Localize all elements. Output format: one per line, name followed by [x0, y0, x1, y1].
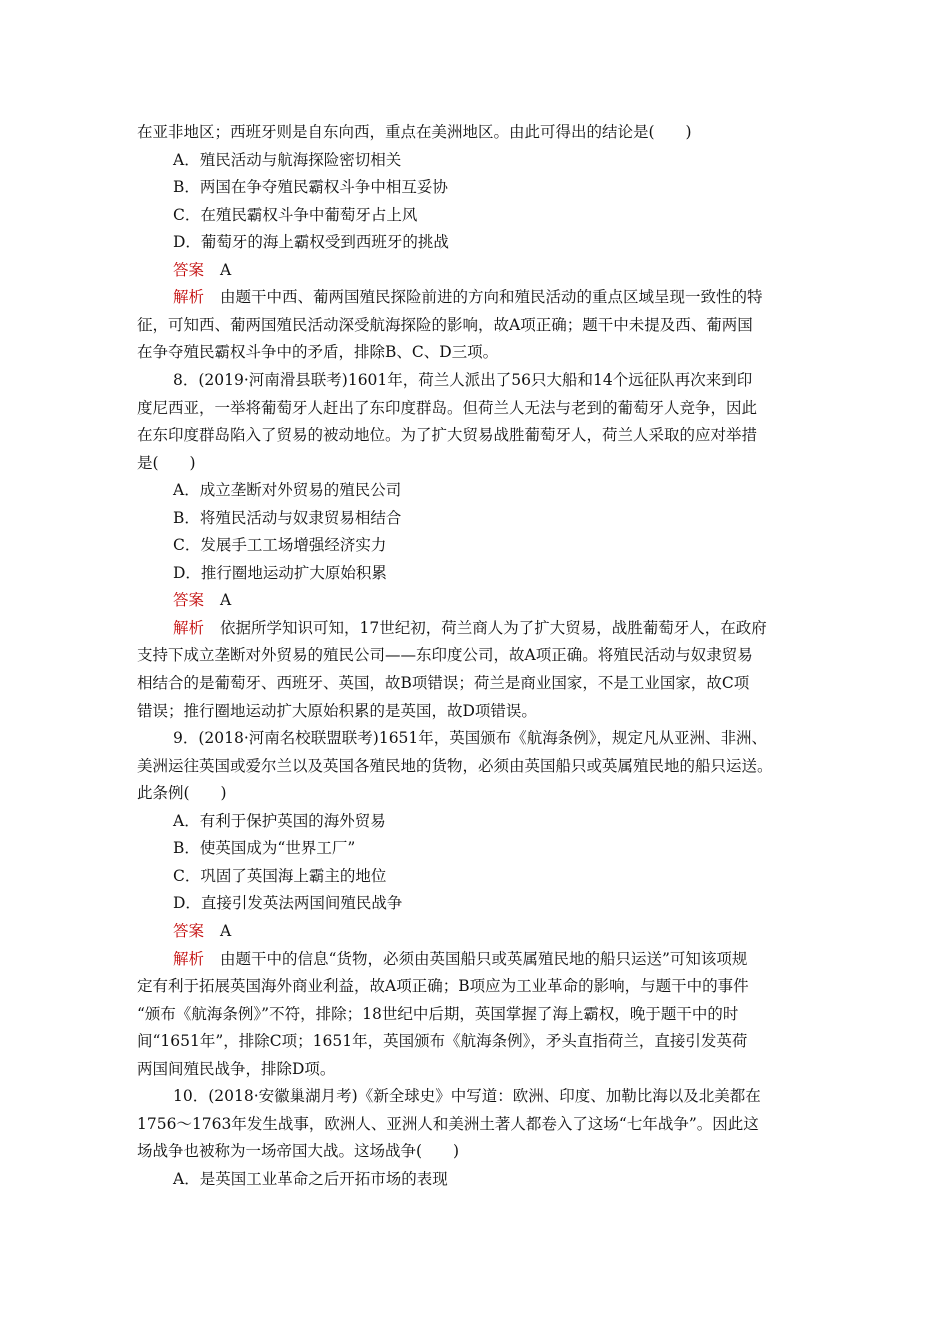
text-line: 美洲运往英国或爱尔兰以及英国各殖民地的货物，必须由英国船只或英属殖民地的船只运送。: [137, 756, 773, 775]
text-line: A．是英国工业革命之后开拓市场的表现: [173, 1169, 448, 1188]
text-line: B．使英国成为“世界工厂”: [173, 839, 356, 858]
text-line: 此条例( ): [137, 784, 227, 803]
answer-value: A: [220, 921, 232, 940]
text-line: D．推行圈地运动扩大原始积累: [173, 563, 387, 582]
text-line: 在争夺殖民霸权斗争中的矛盾，排除B、C、D三项。: [137, 343, 499, 362]
text-line: A．成立垄断对外贸易的殖民公司: [173, 481, 402, 500]
answer-line: [173, 921, 231, 941]
text-line: 错误；推行圈地运动扩大原始积累的是英国，故D项错误。: [137, 701, 537, 720]
text-line: D．直接引发英法两国间殖民战争: [173, 894, 403, 913]
text-line: B．两国在争夺殖民霸权斗争中相互妥协: [173, 178, 448, 197]
answer-label: 答案: [173, 260, 205, 279]
text-line: C．在殖民霸权斗争中葡萄牙占上风: [173, 205, 418, 224]
analysis-line: [173, 949, 747, 969]
text-line: 是( ): [137, 453, 196, 472]
answer-label: 答案: [173, 591, 205, 610]
text-line: 在亚非地区；西班牙则是自东向西，重点在美洲地区。由此可得出的结论是( ): [137, 123, 692, 141]
answer-label: 答案: [173, 921, 205, 940]
analysis-label: 解析: [173, 288, 205, 307]
answer-value: A: [220, 260, 232, 279]
analysis-label: 解析: [173, 949, 205, 968]
analysis-line: [173, 618, 767, 638]
text-line: A．有利于保护英国的海外贸易: [173, 811, 386, 830]
text-line: 两国间殖民战争，排除D项。: [137, 1059, 336, 1078]
text-line: C．巩固了英国海上霸主的地位: [173, 866, 387, 885]
analysis-line: [173, 287, 763, 307]
analysis-text: 由题干中西、葡两国殖民探险前进的方向和殖民活动的重点区域呈现一致性的特: [220, 288, 763, 307]
text-line: A．殖民活动与航海探险密切相关: [173, 150, 402, 169]
text-line: 间“1651年”，排除C项；1651年，英国颁布《航海条例》，矛头直指荷兰，直接引发英荷: [137, 1032, 748, 1051]
text-line: 9．(2018·河南名校联盟联考)1651年，英国颁布《航海条例》，规定凡从亚洲、非洲、: [173, 729, 768, 748]
text-line: 1756～1763年发生战事，欧洲人、亚洲人和美洲土著人都卷入了这场“七年战争”。因此这: [137, 1114, 759, 1133]
text-line: B．将殖民活动与奴隶贸易相结合: [173, 508, 402, 527]
answer-line: [173, 590, 231, 610]
text-line: 征，可知西、葡两国殖民活动深受航海探险的影响，故A项正确；题干中未提及西、葡两国: [137, 315, 753, 334]
text-line: 支持下成立垄断对外贸易的殖民公司——东印度公司，故A项正确。将殖民活动与奴隶贸易: [137, 646, 753, 665]
answer-value: A: [220, 591, 232, 610]
analysis-text: 由题干中的信息“货物，必须由英国船只或英属殖民地的船只运送”可知该项规: [220, 949, 748, 968]
text-line: 在东印度群岛陷入了贸易的被动地位。为了扩大贸易战胜葡萄牙人，荷兰人采取的应对举措: [137, 426, 758, 445]
answer-line: [173, 260, 231, 280]
analysis-text: 依据所学知识可知，17世纪初，荷兰商人为了扩大贸易，战胜葡萄牙人，在政府: [220, 618, 767, 637]
text-line: 度尼西亚，一举将葡萄牙人赶出了东印度群岛。但荷兰人无法与老到的葡萄牙人竞争，因此: [137, 398, 758, 417]
text-line: C．发展手工工场增强经济实力: [173, 536, 387, 555]
text-line: D．葡萄牙的海上霸权受到西班牙的挑战: [173, 233, 449, 252]
text-line: 场战争也被称为一场帝国大战。这场战争( ): [137, 1142, 460, 1161]
text-line: 相结合的是葡萄牙、西班牙、英国，故B项错误；荷兰是商业国家，不是工业国家，故C项: [137, 674, 750, 692]
analysis-label: 解析: [173, 618, 205, 637]
text-line: “颁布《航海条例》”不符，排除；18世纪中后期，英国掌握了海上霸权，晚于题干中的时: [137, 1004, 739, 1023]
text-line: 10．(2018·安徽巢湖月考)《新全球史》中写道：欧洲、印度、加勒比海以及北美都在: [173, 1087, 761, 1106]
text-line: 8．(2019·河南滑县联考)1601年，荷兰人派出了56只大船和14个远征队再次来到印: [173, 370, 753, 389]
text-line: 定有利于拓展英国海外商业利益，故A项正确；B项应为工业革命的影响，与题干中的事件: [137, 977, 749, 996]
